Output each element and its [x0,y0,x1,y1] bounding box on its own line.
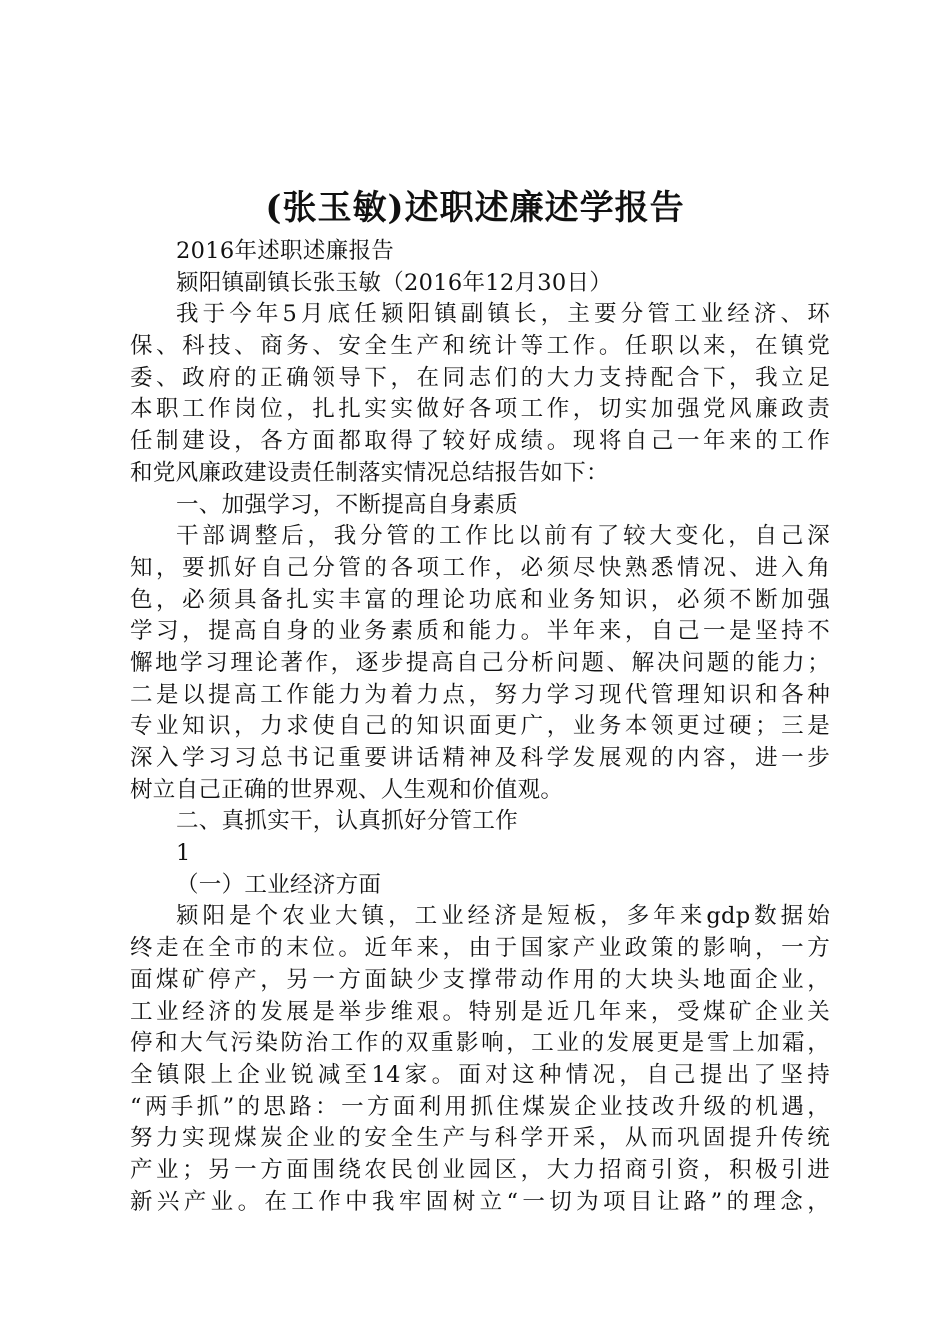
paragraph-line: 干部调整后，我分管的工作比以前有了较大变化，自己深 [176,523,830,550]
paragraph-line: 色，必须具备扎实丰富的理论功底和业务知识，必须不断加强 [130,586,830,613]
paragraph-line: 颍阳是个农业大镇，工业经济是短板，多年来gdp数据始 [176,903,830,930]
paragraph-line: 委、政府的正确领导下，在同志们的大力支持配合下，我立足 [130,364,830,391]
paragraph-line: 学习，提高自身的业务素质和能力。半年来，自己一是坚持不 [130,618,830,645]
paragraph-line: 新兴产业。在工作中我牢固树立“一切为项目让路”的理念， [130,1188,830,1215]
paragraph-line: 颍阳镇副镇长张玉敏（2016年12月30日） [176,269,613,296]
document-title: (张玉敏)述职述廉述学报告 [265,188,685,228]
paragraph-line: （一）工业经济方面 [176,871,382,898]
paragraph-line: 我于今年5月底任颍阳镇副镇长，主要分管工业经济、环 [176,301,830,328]
paragraph-line: 二、真抓实干，认真抓好分管工作 [176,808,519,835]
paragraph-line: 任制建设，各方面都取得了较好成绩。现将自己一年来的工作 [130,428,830,455]
paragraph-line: 懈地学习理论著作，逐步提高自己分析问题、解决问题的能力； [130,649,830,676]
paragraph-line: 2016年述职述廉报告 [176,238,395,264]
paragraph-line: 产业；另一方面围绕农民创业园区，大力招商引资，积极引进 [130,1156,830,1183]
paragraph-line: 二是以提高工作能力为着力点，努力学习现代管理知识和各种 [130,681,830,708]
paragraph-line: 终走在全市的末位。近年来，由于国家产业政策的影响，一方 [130,935,830,962]
paragraph-line: 知，要抓好自己分管的各项工作，必须尽快熟悉情况、进入角 [130,554,830,581]
paragraph-line: 和党风廉政建设责任制落实情况总结报告如下： [130,459,609,486]
paragraph-line: 全镇限上企业锐减至14家。面对这种情况，自己提出了坚持 [130,1061,830,1088]
paragraph-line: 面煤矿停产，另一方面缺少支撑带动作用的大块头地面企业， [130,966,830,993]
paragraph-line: 1 [176,840,191,867]
paragraph-line: 停和大气污染防治工作的双重影响，工业的发展更是雪上加霜， [130,1030,830,1057]
document-body [130,236,830,1218]
paragraph-line: 本职工作岗位，扎扎实实做好各项工作，切实加强党风廉政责 [130,396,830,423]
paragraph-line: 一、加强学习，不断提高自身素质 [176,491,519,518]
paragraph-line: 工业经济的发展是举步维艰。特别是近几年来，受煤矿企业关 [130,998,830,1025]
paragraph-line: 深入学习习总书记重要讲话精神及科学发展观的内容，进一步 [130,745,830,771]
paragraph-line: 专业知识，力求使自己的知识面更广，业务本领更过硬；三是 [130,713,830,740]
paragraph-line: 保、科技、商务、安全生产和统计等工作。任职以来，在镇党 [130,333,830,360]
paragraph-line: 树立自己正确的世界观、人生观和价值观。 [130,776,564,803]
paragraph-line: 努力实现煤炭企业的安全生产与科学开采，从而巩固提升传统 [130,1125,830,1152]
paragraph-line: “两手抓”的思路：一方面利用抓住煤炭企业技改升级的机遇， [130,1093,830,1120]
